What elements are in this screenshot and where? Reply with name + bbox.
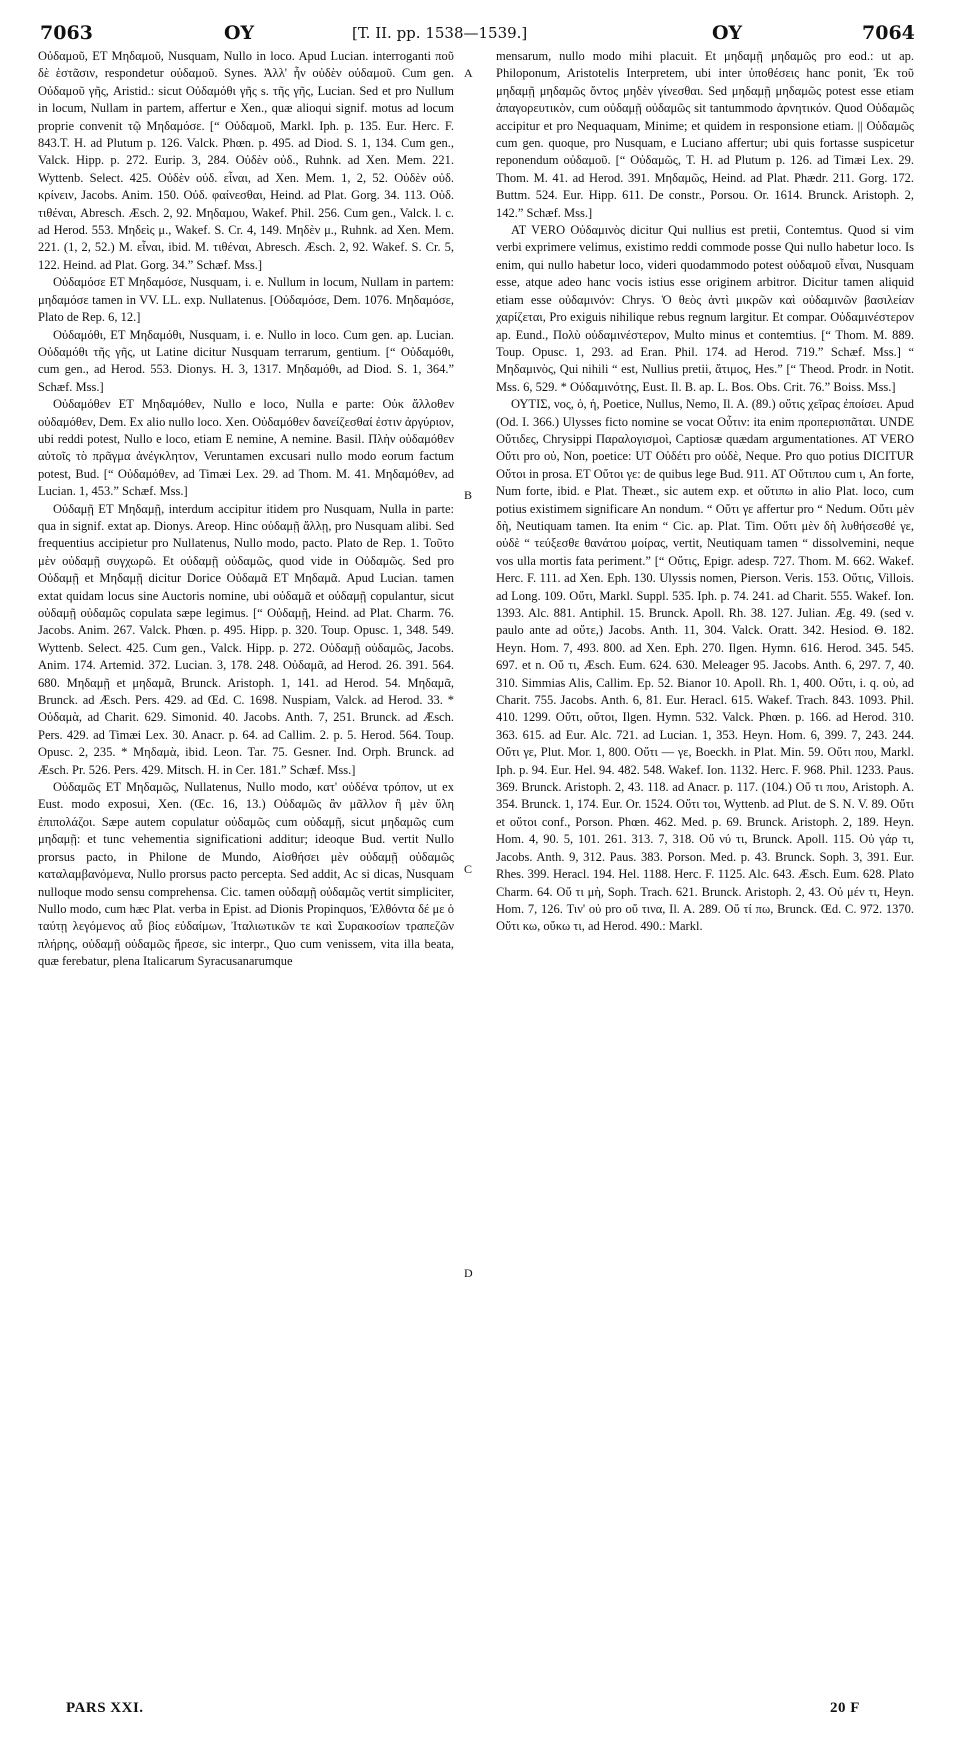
entry-oudamos: Οὐδαμῶς ET Μηδαμῶς, Nullatenus, Nullo modo, κατ' οὐδένα τρόπον, ut ex Eust. modo exposui, Xen. (Œc. 16, 13.) Οὐδαμῶς ἂν μᾶλλον ἢ μὲν ὕλη ἐπιπολάζοι. Sæpe autem copulatur οὐδαμῶς cum οὐδαμῇ, sicut μηδαμῶς cum μηδαμῇ: et tunc vehementia significationi additur; ideoque Bud. vertit Nullo prorsus pacto, in Philone de Mundo, Αἰσθήσει μὲν οὐδαμῇ οὐδαμῶς καταλαμβανόμενα, Nullo prorsus pacto percepta. Sed addit, Ac si dicas, Nusquam nulloque modo sensu comprehensa. Cic. tamen οὐδαμῇ οὐδαμῶς vertit simpliciter, Nullo modo, cum hæc Plat. verba in Epist. ad Dionis Propinquos, Ἐλθόντα δέ με ὁ ταύτῃ λεγόμενος αὖ βίος εὐδαίμων, Ἰταλιωτικῶν τε καὶ Συρακοσίων τραπεζῶν πλήρης, οὐδαμῇ οὐδαμῶς ἤρεσε, sic interpr., Quo cum venissem, vita illa beata, quæ ferebatur, plena Italicarum Syracusanarumque xyxy=(38,780,454,969)
entry-outis: ΟΥΤΙΣ, νος, ὁ, ἡ, Poetice, Nullus, Nemo, Il. A. (89.) οὔτις χεῖρας ἐποίσει. Apud (Od. I. 366.) Ulysses ficto nomine se vocat Οὖτιν: ita enim προπερισπᾶται. UNDE Οὔτιδες, Chrysippi Παραλογισμοὶ, Captiosæ quædam argumentationes. AT VERO Οὔτι pro οὐ, Non, poetice: UT Οὐδέτι pro οὐδὲ, Neque. Pro quo potius DICITUR Οὔτοι in prosa. ET Οὔτοι γε: de quibus lege Bud. 911. AT Οὔτιπου cum ι, An forte, Num forte, ibid. e Plat. Theæt., sic autem exp. et οὔτιπω in alio Plat. loco, cum potius existimem significare An nondum. “ Οὔτι γε affertur pro “ Nedum. Οὔτι μὲν δὴ, Neutiquam tamen. Ita enim “ Cic. ap. Plat. Tim. Οὔτι μὲν δὴ λυθήσεσθέ γε, οὐδὲ “ τεύξεσθε θανάτου μοίρας, vertit, Neutiquam tamen “ dissolvemini, neque vos ulla mortis fata periment.” [“ Οὔτις, Epigr. adesp. 727. Thom. M. 662. Wakef. Herc. F. 111. ad Xen. Eph. 130. Ulyssis nomen, Pierson. Veris. 153. Οὔτις, Villois. ad Long. 109. Οὔτι, Markl. Suppl. 535. Iph. p. 74. 241. ad Charit. 555. Wakef. Ion. 1393. Alc. 881. Antiphil. 15. Brunck. Apoll. Rh. 38. 127. Julian. Æg. 49. (sed v. paulo ante ad οὔτε,) Jacobs. Anth. 11, 304. Valck. Oratt. 342. Hesiod. Θ. 182. Heyn. Hom. 7, 493. 800. ad Xen. Eph. 270. Ilgen. Hymn. 616. Herod. 345. 545. 697. et n. Οὔ τι, Æsch. Eum. 624. 630. Meleager 95. Jacobs. Anth. 6, 297. 7, 40. 310. Simmias Alis, Callim. Ep. 52. Bianor 10. Apoll. Rh. 1, 400. Οὔτι, i. q. οὐ, ad Charit. 755. Jacobs. Anth. 6, 81. Eur. Heracl. 615. Wakef. Trach. 843. 1093. Phil. 410. 1299. Οὔτι, οὔτοι, Ilgen. Hymn. 532. Valck. Phœn. p. 166. ad Herod. 310. 363. 615. ad Eur. Alc. 721. ad Lucian. 1, 353. Heyn. Hom. 6, 399. 7, 243. 244. Οὔτι γε, Plut. Mor. 1, 800. Οὔτι — γε, Boeckh. in Plat. Min. 59. Οὔτι που, Markl. Iph. p. 94. Eur. Hel. 94. 482. 548. Wakef. Ion. 1132. Herc. F. 968. Phil. 1233. Paus. 369. Brunck. Aristoph. 2, 43. 118. ad Anacr. p. 117. (104.) Οὔ τι που, Aristoph. A. 354. Brunck. 1, 174. Eur. Or. 1524. Οὔτι τοι, Wyttenb. ad Plut. de S. N. V. 89. Οὔτι et οὔτοι conf., Porson. Phœn. 462. Med. p. 69. Brunck. Aristoph. 2, 189. Heyn. Hom. 4, 90. 5, 101. 261. 313. 7, 318. Οὔ νύ τι, Brunck. Apoll. 115. Οὐ γάρ τι, Jacobs. Anth. 9, 312. Paus. 383. Porson. Med. p. 43. Brunck. Soph. 3, 391. Eur. Rhes. 399. Heracl. 194. Hel. 1188. Herc. F. 1125. Alc. 643. Æsch. Eum. 628. Plato Charm. 64. Οὔ τι μὴ, Soph. Trach. 621. Brunck. Aristoph. 2, 43. Οὐ μέν τι, Heyn. Hom. 7, 126. Τιν' οὐ pro οὔ τινα, Il. A. 289. Οὔ τί πω, Brunck. Œd. C. 972. 1370. Οὔτι κω, οὔκω τι, ad Herod. 490.: Markl. xyxy=(496,397,914,934)
entry-oudame: Οὐδαμῇ ET Μηδαμῇ, interdum accipitur itidem pro Nusquam, Nulla in parte: qua in signif. extat ap. Dionys. Areop. Hinc οὐδαμῇ ἄλλῃ, pro Nusquam alibi. Sed frequentius accipietur pro Nullatenus, Nullo modo, pacto. Plato de Rep. 1. Τοῦτο μὲν οὐδαμῇ συγχωρῶ. Et οὐδαμῇ οὐδαμῶς, quod vide in Οὐδαμῶς. Sed pro Οὐδαμῇ et Μηδαμῇ dicitur Dorice Οὐδαμᾶ ET Μηδαμᾶ. Apud Lucian. tamen extat quidam locus sine Auctoris nomine, ubi οὐδαμᾶ et οὐδαμῇ copulantur, sicut οὐδαμῇ οὐδαμῶς copulata sæpe legimus. [“ Οὐδαμῇ, Heind. ad Plat. Charm. 76. Jacobs. Anim. 267. Valck. Phœn. p. 495. Hipp. p. 320. Toup. Opusc. 1, 348. 549. Wyttenb. Select. 425. Cum gen., Valck. Hipp. p. 272. Οὐδαμῇ οὐδαμῶς, Jacobs. Anim. 174. Artemid. 372. Lucian. 3, 178. 248. Οὐδαμᾶ, ad Herod. 26. 391. 564. 680. Μηδαμῇ et μηδαμᾶ, Brunck. Aristoph. 1, 141. ad Herod. 54. Μηδαμᾶ, Brunck. ad Æsch. Pers. 429. ad Œd. C. 1698. Nuspiam, Valck. ad Herod. 33. * Οὐδαμὰ, ad Charit. 629. Simonid. 40. Jacobs. Anth. 7, 251. Brunck. ad Æsch. Pers. 429. ad Timæi Lex. 30. Anacr. p. 64. ad Callim. 2. p. 5. Herod. 564. Toup. Opusc. 2, 235. * Μηδαμὰ, ibid. Leon. Tar. 75. Gesner. Ind. Orph. Brunck. ad Æsch. Pr. 526. Pers. 429. Mitsch. H. in Cer. 181.” Schæf. Mss.] xyxy=(38,501,454,777)
left-column-number: 7063 xyxy=(40,22,93,44)
footer-part: PARS XXI. xyxy=(66,1700,144,1716)
right-column-number: 7064 xyxy=(862,22,915,44)
margin-letter-d: D xyxy=(464,1266,473,1280)
left-headword: ΟΥ xyxy=(224,22,255,44)
entry-oudamose: Οὐδαμόσε ET Μηδαμόσε, Nusquam, i. e. Nullum in locum, Nullam in partem: μηδαμόσε tamen in VV. LL. exp. Nullatenus. [Οὐδαμόσε, Dem. 1076. Μηδαμόσε, Plato de Rep. 6, 12.] xyxy=(38,275,454,325)
margin-letter-b: B xyxy=(464,488,473,502)
page-reference: [T. II. pp. 1538—1539.] xyxy=(352,24,528,42)
entry-oudamothi: Οὐδαμόθι, ET Μηδαμόθι, Nusquam, i. e. Nullo in loco. Cum gen. ap. Lucian. Οὐδαμόθι τῆς γῆς, ut Latine dicitur Nusquam terrarum, gentium. [“ Οὐδαμόθι, cum gen., ad Herod. 553. Dionys. H. 3, 1317. Μηδαμόθι, ad Diod. S. 1, 364.” Schæf. Mss.] xyxy=(38,327,454,394)
entry-oudamothen: Οὐδαμόθεν ET Μηδαμόθεν, Nullo e loco, Nulla e parte: Οὐκ ἄλλοθεν οὐδαμόθεν, Dem. Ex alio nullo loco. Xen. Οὐδαμόθεν δανείζεσθαί ἐστιν ἀργύριον, ubi reddi potest, Nullo e loco, etiam E nemine, A nemine. Basil. Πλὴν οὐδαμόθεν αὐτοῖς τὸ πρᾶγμα ἀνέγκλητον, Veruntamen excusari nullo modo eorum factum potest, Bud. [“ Οὐδαμόθεν, ad Timæi Lex. 29. ad Thom. M. 41. Μηδαμόθεν, ad Lucian. 1, 453.” Schæf. Mss.] xyxy=(38,397,454,499)
entry-oudaminos: AT VERO Οὐδαμινὸς dicitur Qui nullius est pretii, Contemtus. Quod si vim verbi exprimere velimus, existimo reddi commode posse Qui nullo habetur loco. Is enim, qui nullo habetur loco, videri quodammodo potest οὐδαμοῦ εἶναι, Nusquam esse, atque adeo hanc vocis istius esse originem arbitror. Dicitur tamen aliquid etiam esse οὐδαμινόν: Chrys. Ὁ θεὸς ἀντὶ μικρῶν καὶ οὐδαμινῶν βασιλείαν χαρίζεται, Pro exiguis nihilique rebus regnum largitur. Et compar. Οὐδαμινέστερον ap. Eund., Πολὺ οὐδαμινέστερον, Multo minus et contemtius. [“ Thom. M. 889. Toup. Opusc. 1, 293. ad Eran. Phil. 174. ad Herod. 719.” Schæf. Mss.] “ Μηδαμινὸς, Qui nihili “ est, Nullius pretii, ἄτιμος, Hes.” [“ Theod. Prodr. in Notit. Mss. 6, 529. * Οὐδαμινότης, Eust. Il. B. ap. L. Bos. Obs. Crit. 76.” Boiss. Mss.] xyxy=(496,223,914,394)
entry-oudamou: Οὐδαμοῦ, ET Μηδαμοῦ, Nusquam, Nullo in loco. Apud Lucian. interroganti ποῦ δὲ ἑστᾶσιν, respondetur οὐδαμοῦ. Synes. Ἀλλ' ἦν οὐδὲν οὐδαμοῦ. Cum gen. Οὐδαμοῦ γῆς, Aristid.: sicut Οὐδαμόθι γῆς s. τῆς γῆς, Lucian. Sed et pro Nullum in locum, Nullam in partem, affertur e Xen., quæ alioqui signif. motus ad locum proprie convenit τῷ Μηδαμόσε. [“ Οὐδαμοῦ, Markl. Iph. p. 135. Eur. Herc. F. 843.T. H. ad Plutum p. 126. Valck. Phœn. p. 495. ad Diod. S. 1, 134. Cum gen., Valck. Hipp. p. 272. Eurip. 3, 284. Οὐδὲν οὐδ., Ruhnk. ad Xen. Mem. 221. Wyttenb. Select. 425. Οὐδὲν οὐδ. εἶναι, ad Xen. Mem. 1, 2, 52. Οὐδὲν οὐδ. κρίνειν, Jacobs. Anim. 150. Οὐδ. φαίνεσθαι, Heind. ad Plat. Gorg. 34. 113. Οὐδ. τιθέναι, Abresch. Æsch. 2, 92. Μηδαμου, Wakef. Phil. 256. Cum gen., Valck. l. c. ad Herod. 553. Μηδεὶς μ., Wakef. S. Cr. 4, 149. Μηδὲν μ., Ruhnk. ad Xen. Mem. 221. (1, 2, 52.) M. εἶναι, ibid. M. τιθέναι, Abresch. Æsch. 2, 92. Wakef. S. Cr. 5, 122. Heind. ad Plat. Gorg. 34.” Schæf. Mss.] xyxy=(38,49,454,272)
footer-signature: 20 F xyxy=(830,1700,860,1716)
right-headword: ΟΥ xyxy=(712,22,743,44)
entry-oudamos-continued: mensarum, nullo modo mihi placuit. Et μηδαμῇ μηδαμῶς pro eod.: ut ap. Philoponum, Aristotelis Interpretem, ubi inter ὑποθέσεις hanc ponit, Ἐκ τοῦ μηδαμῇ μηδαμῶς ὄντος μηδὲν γίνεσθαι. Sed μηδαμῇ μηδαμῶς potest esse etiam ἀπαγορευτικὸν, cum οὐδαμῇ οὐδαμῶς sit tantummodo ἀρνητικόν. Quod Οὐδαμῶς accipitur et pro Nequaquam, Minime; et quidem in responsione etiam. || Οὐδαμῶς cum gen. quoque, pro Nusquam, e Luciano affertur; ubi quis fortasse suspicetur reponendum οὐδαμοῦ. [“ Οὐδαμῶς, T. H. ad Plutum p. 126. ad Timæi Lex. 29. Thom. M. 41. ad Herod. 391. Μηδαμῶς, Heind. ad Plat. Phædr. 211. Gorg. 172. Buttm. 524. Eur. Hipp. 611. De constr., Porsou. Or. 1614. Brunck. Aristoph. 2, 142.” Schæf. Mss.] xyxy=(496,49,914,220)
left-text-column xyxy=(38,48,454,971)
right-text-column xyxy=(496,48,914,936)
margin-letter-a: A xyxy=(464,66,473,80)
margin-letter-c: C xyxy=(464,862,473,876)
